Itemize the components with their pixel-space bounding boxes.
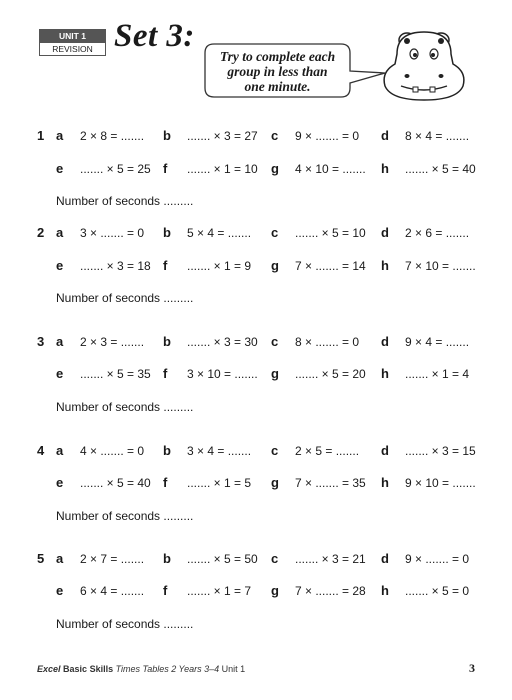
question-1a [56,126,144,146]
item-text: 7 × 10 = ....... [405,259,476,273]
item-text: ....... × 5 = 25 [80,162,151,176]
item-letter: c [271,443,279,458]
question-2h [381,256,476,276]
item-text: 2 × 5 = ....... [295,444,360,458]
question-3b [163,332,258,352]
group-1-row-1 [0,126,512,146]
seconds-field: Number of seconds ......... [56,400,194,414]
item-letter: b [163,128,171,143]
footer-book: Times Tables 2 Years 3–4 [115,664,220,674]
item-text: ....... × 3 = 18 [80,259,151,273]
question-1f [163,159,258,179]
item-text: 4 × ....... = 0 [80,444,145,458]
item-text: ....... × 3 = 27 [187,129,258,143]
unit-label: UNIT 1 [40,30,105,43]
question-4h [381,473,476,493]
item-text: 6 × 4 = ....... [80,584,145,598]
question-number: 2 [37,225,45,240]
group-2-row-2 [0,256,512,276]
item-letter: h [381,475,389,490]
bubble-line-3: one minute. [244,79,311,94]
question-4d [381,441,476,461]
item-letter: d [381,225,389,240]
footer-series: Basic Skills [63,664,114,674]
item-letter: a [56,443,64,458]
item-letter: b [163,443,171,458]
item-text: ....... × 5 = 50 [187,552,258,566]
item-text: ....... × 3 = 21 [295,552,366,566]
question-1e [56,159,151,179]
seconds-field: Number of seconds ......... [56,194,194,208]
item-text: 7 × ....... = 35 [295,476,366,490]
item-letter: a [56,128,64,143]
question-5h [381,581,469,601]
item-text: 4 × 10 = ....... [295,162,366,176]
question-2g [271,256,366,276]
item-text: 9 × 4 = ....... [405,335,470,349]
item-letter: b [163,225,171,240]
item-text: 3 × ....... = 0 [80,226,145,240]
item-letter: b [163,551,171,566]
item-letter: f [163,366,168,381]
item-letter: e [56,258,64,273]
question-4e [56,473,151,493]
item-text: 2 × 6 = ....... [405,226,470,240]
seconds-field: Number of seconds ......... [56,617,194,631]
question-3a [56,332,144,352]
item-text: ....... × 5 = 0 [405,584,470,598]
group-4-row-2 [0,473,512,493]
item-text: 2 × 3 = ....... [80,335,145,349]
question-2d [381,223,469,243]
item-text: 2 × 7 = ....... [80,552,145,566]
item-text: 7 × ....... = 28 [295,584,366,598]
question-5a [56,549,144,569]
question-3e [56,364,151,384]
item-text: ....... × 5 = 35 [80,367,151,381]
bubble-text [210,49,345,94]
page-footer [37,664,245,674]
item-text: 7 × ....... = 14 [295,259,366,273]
question-3d [381,332,469,352]
question-3g [271,364,366,384]
question-number: 4 [37,443,45,458]
item-letter: f [163,583,168,598]
question-2a [56,223,144,243]
group-4-seconds [0,506,512,526]
item-letter: c [271,225,279,240]
group-1-row-2 [0,159,512,179]
footer-unit: Unit 1 [221,664,246,674]
item-letter: b [163,334,171,349]
page-title: Set 3: [114,18,195,54]
item-letter: a [56,551,64,566]
question-5b [163,549,258,569]
question-5f [163,581,251,601]
item-letter: h [381,258,389,273]
item-text: ....... × 1 = 5 [187,476,252,490]
item-letter: f [163,475,168,490]
question-2c [271,223,366,243]
item-letter: d [381,443,389,458]
item-letter: g [271,366,279,381]
question-1c [271,126,359,146]
question-5d [381,549,469,569]
item-text: ....... × 1 = 4 [405,367,470,381]
item-letter: d [381,128,389,143]
item-letter: c [271,128,279,143]
item-letter: h [381,583,389,598]
question-number: 5 [37,551,45,566]
item-text: ....... × 5 = 10 [295,226,366,240]
group-5-row-2 [0,581,512,601]
item-text: 8 × ....... = 0 [295,335,360,349]
seconds-field: Number of seconds ......... [56,509,194,523]
item-letter: h [381,366,389,381]
item-letter: e [56,366,64,381]
question-3h [381,364,469,384]
question-4c [271,441,359,461]
group-1-seconds [0,191,512,211]
question-4a [56,441,144,461]
question-3f [163,364,258,384]
item-letter: d [381,551,389,566]
question-1d [381,126,469,146]
group-2-row-1 [0,223,512,243]
group-5-seconds [0,614,512,634]
item-text: ....... × 3 = 15 [405,444,476,458]
item-text: ....... × 1 = 9 [187,259,252,273]
item-text: 3 × 10 = ....... [187,367,258,381]
question-2e [56,256,151,276]
item-letter: d [381,334,389,349]
question-1b [163,126,258,146]
group-3-row-2 [0,364,512,384]
question-4g [271,473,366,493]
item-letter: e [56,583,64,598]
item-text: 9 × 10 = ....... [405,476,476,490]
item-letter: a [56,225,64,240]
item-letter: c [271,334,279,349]
item-letter: g [271,475,279,490]
speech-bubble [204,43,351,98]
item-letter: a [56,334,64,349]
item-text: 9 × ....... = 0 [295,129,360,143]
item-text: 3 × 4 = ....... [187,444,252,458]
group-3-row-1 [0,332,512,352]
seconds-field: Number of seconds ......... [56,291,194,305]
question-5g [271,581,366,601]
item-letter: g [271,161,279,176]
item-letter: e [56,475,64,490]
question-1h [381,159,476,179]
item-letter: e [56,161,64,176]
item-text: ....... × 5 = 40 [80,476,151,490]
question-4f [163,473,251,493]
item-text: ....... × 1 = 10 [187,162,258,176]
question-number: 3 [37,334,45,349]
group-4-row-1 [0,441,512,461]
question-number: 1 [37,128,45,143]
question-5c [271,549,366,569]
bubble-line-2: group in less than [227,64,328,79]
question-2b [163,223,251,243]
item-letter: g [271,583,279,598]
item-text: 9 × ....... = 0 [405,552,470,566]
group-3-seconds [0,397,512,417]
page-number: 3 [469,661,475,675]
group-5-row-1 [0,549,512,569]
item-text: ....... × 1 = 7 [187,584,252,598]
item-text: 2 × 8 = ....... [80,129,145,143]
item-text: ....... × 5 = 40 [405,162,476,176]
item-letter: h [381,161,389,176]
item-letter: f [163,161,168,176]
group-2-seconds [0,288,512,308]
unit-badge [39,29,106,56]
question-2f [163,256,251,276]
question-1g [271,159,366,179]
hippo-icon [383,24,473,109]
question-4b [163,441,251,461]
question-3c [271,332,359,352]
item-letter: g [271,258,279,273]
unit-sub-label: REVISION [40,43,105,55]
item-letter: c [271,551,279,566]
footer-brand: Excel [37,664,61,674]
question-5e [56,581,144,601]
item-text: ....... × 3 = 30 [187,335,258,349]
item-text: ....... × 5 = 20 [295,367,366,381]
item-text: 5 × 4 = ....... [187,226,252,240]
bubble-line-1: Try to complete each [219,49,336,64]
item-text: 8 × 4 = ....... [405,129,470,143]
item-letter: f [163,258,168,273]
